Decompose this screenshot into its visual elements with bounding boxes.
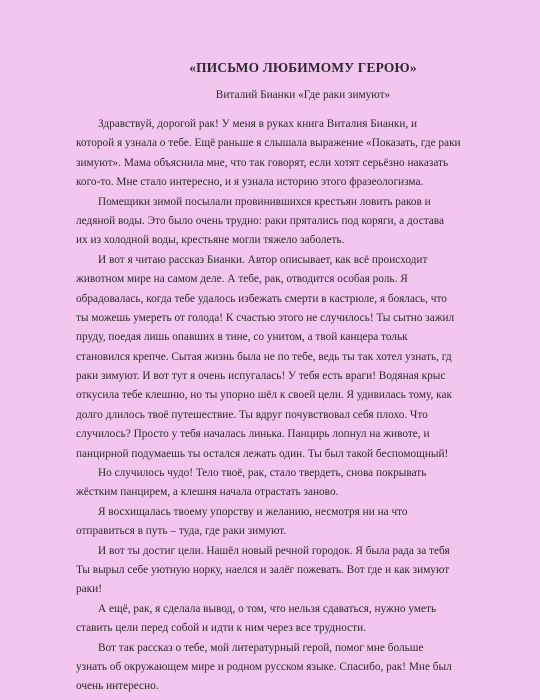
document-subtitle: Виталий Бианки «Где раки зимуют» [215, 89, 391, 101]
text-line: Я восхищалась твоему упорству и желанию, несмотря ни на что [98, 505, 408, 518]
paragraph [76, 115, 530, 193]
text-line: Ты вырыл себе уютную норку, наелся и залёг пожевать. Вот где и как зимуют [76, 563, 450, 576]
paragraph [76, 193, 530, 251]
text-line: жёстким панцирем, а клешня начала отрастать заново. [76, 486, 339, 499]
text-line: Вот так рассказ о тебе, мой литературный герой, помог мне больше [98, 641, 424, 654]
document-title: «ПИСЬМО ЛЮБИМОМУ ГЕРОЮ» [189, 60, 417, 75]
text-line: А ещё, рак, я сделала вывод, о том, что нельзя сдаваться, нужно уметь [98, 602, 437, 615]
text-line: Здравствуй, дорогой рак! У меня в руках книга Виталия Бианки, и [98, 118, 418, 130]
text-line: животном мире на самом деле. А тебе, рак, отводится особая роль. Я [76, 273, 408, 286]
text-line: Помещики зимой посылали провинившихся крестьян ловить раков и [98, 195, 431, 208]
text-line: кого-то. Мне стало интересно, и я узнала историю этого фразеологизма. [76, 176, 424, 189]
text-line: Но случилось чудо! Тело твоё, рак, стало твердеть, снова покрывать [98, 467, 427, 480]
text-line: зимуют». Мама объяснила мне, что так говорят, если хотят серьёзно наказать [76, 156, 449, 169]
text-line: раки зимуют. И вот тут я очень испугалась! У тебя есть враги! Водяная крыс [76, 370, 446, 383]
text-line: ты можешь умереть от голода! К счастью этого не случилось! Ты сытно зажил [76, 311, 455, 324]
paragraph [76, 503, 530, 542]
text-line: откусила тебе клешню, но ты упорно шёл к своей цели. Я удивилась тому, как [76, 389, 452, 402]
paragraph [76, 464, 530, 503]
text-line: ставить цели перед собой и идти к ним через все трудности. [76, 622, 366, 635]
text-line: которой я узнала о тебе. Ещё раньше я слышала выражение «Показать, где раки [76, 137, 461, 150]
paragraph [76, 251, 530, 464]
paragraph [76, 542, 530, 600]
text-line: становился крепче. Сытая жизнь была не по тебе, ведь ты так хотел узнать, гд [76, 350, 452, 363]
text-line: обрадовалась, когда тебе удалось избежать смерти в кастрюле, я боялась, что [76, 292, 447, 305]
text-line: очень интересно. [76, 680, 159, 693]
text-line: пруду, поедая лишь опавших в тине, со унитом, а твой канцера тольк [76, 331, 408, 344]
text-line: И вот ты достиг цели. Нашёл новый речной городок. Я была рада за тебя [98, 544, 450, 557]
paragraph [76, 600, 530, 639]
text-line: И вот я читаю рассказ Бианки. Автор описывает, как всё происходит [98, 253, 428, 266]
paragraph [76, 639, 530, 697]
text-line: долго длилось твоё путешествие. Ты вдруг почувствовал себя плохо. Что [76, 408, 428, 421]
text-line: их из холодной воды, крестьяне могли тяжело заболеть. [76, 234, 345, 247]
text-line: узнать об окружающем мире и родном русском языке. Спасибо, рак! Мне был [76, 660, 452, 673]
text-line: случилось? Просто у тебя началась линька. Панцирь лопнул на животе, и [76, 428, 430, 441]
text-line: панцирной подумаешь ты остался лежать один. Ты был такой беспомощный! [76, 447, 449, 460]
text-line: отправиться в путь – туда, где раки зимуют. [76, 525, 287, 538]
text-line: раки! [76, 583, 102, 596]
document-body [76, 115, 530, 697]
text-line: ледяной воды. Это было очень трудно: раки прятались под коряги, а достава [76, 214, 444, 227]
